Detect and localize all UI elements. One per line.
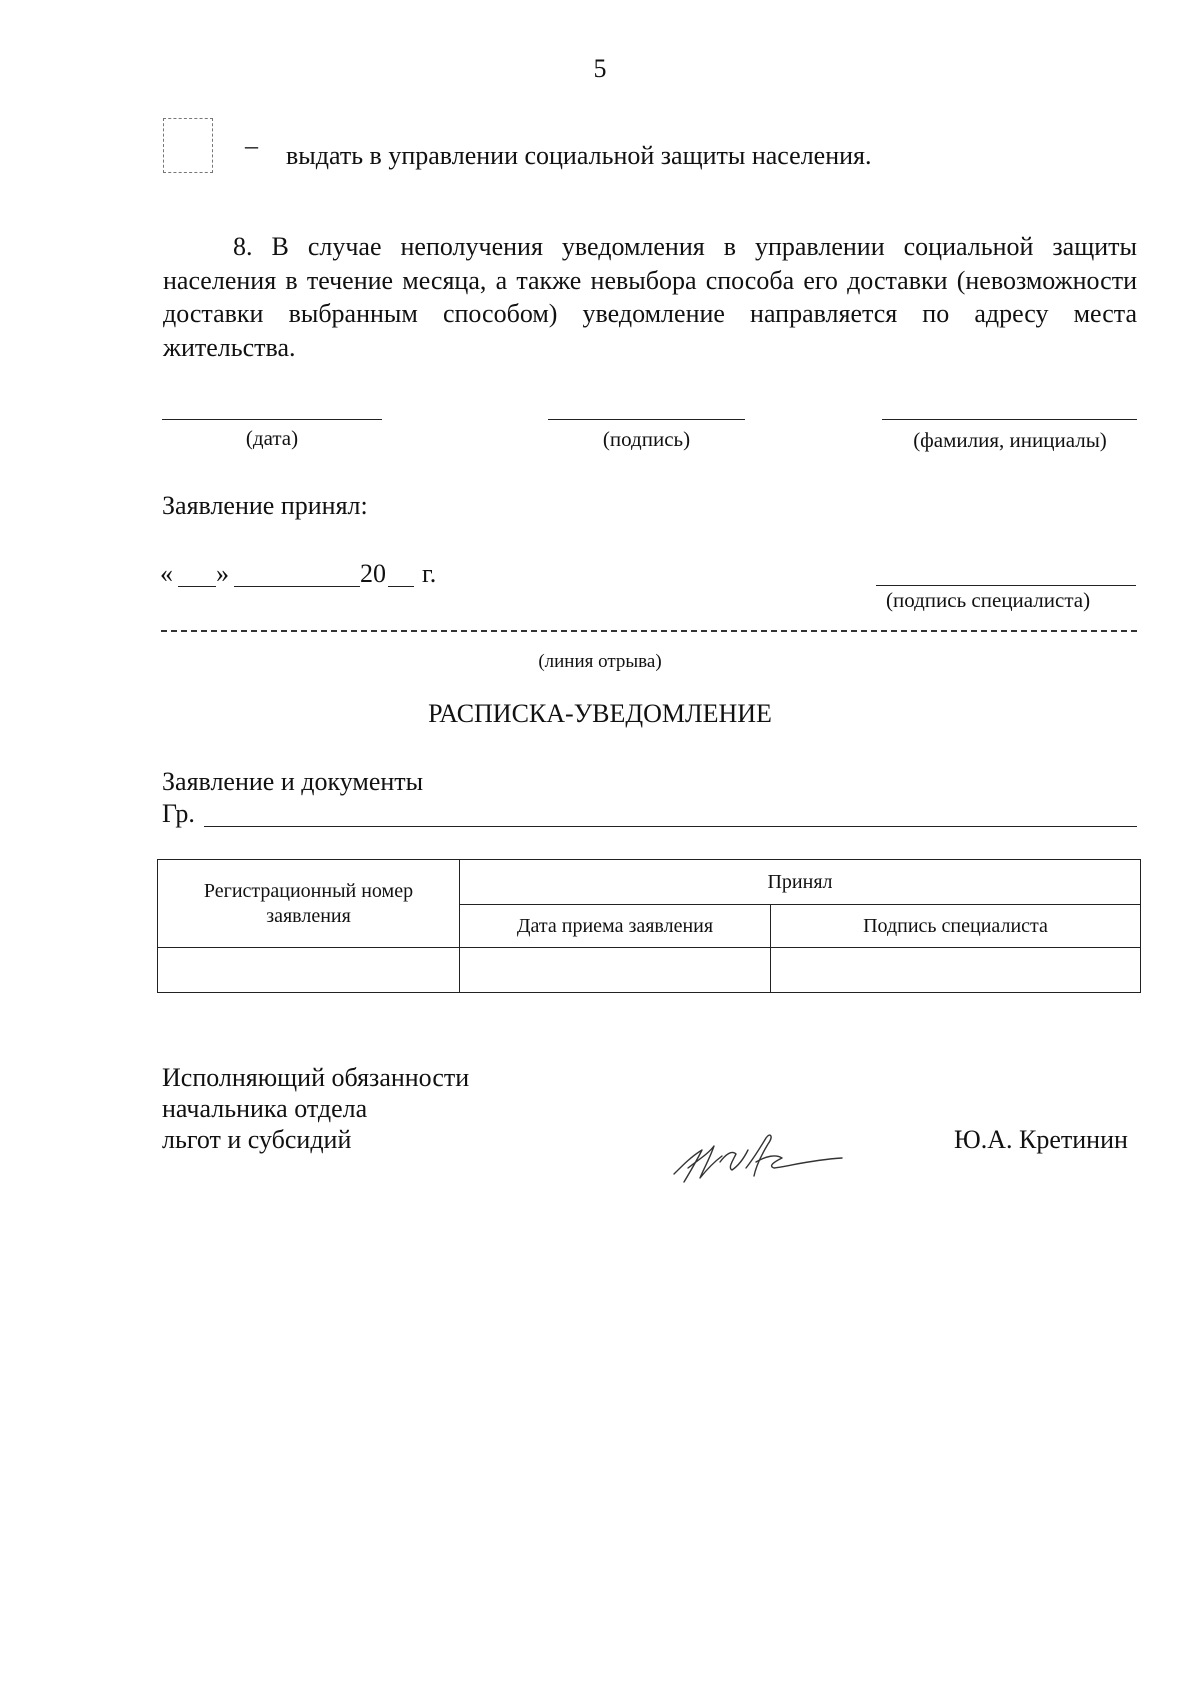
position-line2: начальника отдела — [162, 1094, 368, 1123]
specialist-label: (подпись специалиста) — [886, 588, 1091, 612]
citizen-name-line[interactable] — [204, 826, 1137, 827]
delivery-option-text: выдать в управлении социальной защиты населения. — [286, 141, 872, 170]
signature-header: Подпись специалиста — [771, 905, 1141, 948]
page-number: 5 — [593, 54, 607, 83]
year-suffix: г. — [422, 559, 437, 588]
quote-close: » — [216, 559, 229, 588]
signature-label: (подпись) — [602, 427, 691, 451]
table-row — [158, 948, 1141, 993]
delivery-checkbox[interactable] — [163, 118, 213, 173]
quote-open: « — [160, 559, 173, 588]
receipt-table — [157, 859, 1141, 993]
signature-cell[interactable] — [771, 948, 1141, 993]
tear-line — [161, 630, 1137, 632]
position-line3: льгот и субсидий — [162, 1125, 352, 1154]
position-line1: Исполняющий обязанности — [162, 1063, 470, 1092]
date-cell[interactable] — [460, 948, 771, 993]
day-line[interactable] — [178, 586, 216, 587]
name-line[interactable] — [882, 419, 1137, 420]
signature-line[interactable] — [548, 419, 745, 420]
reg-number-header: Регистрационный номер заявления — [158, 860, 460, 948]
receipt-line1: Заявление и документы — [162, 767, 424, 796]
tear-line-label: (линия отрыва) — [538, 651, 662, 672]
option-dash: – — [245, 131, 258, 160]
paragraph-8 — [163, 230, 1137, 364]
table-header-row — [158, 860, 1141, 905]
date-header: Дата приема заявления — [460, 905, 771, 948]
reg-number-cell[interactable] — [158, 948, 460, 993]
name-label: (фамилия, инициалы) — [913, 428, 1107, 452]
signatory-name: Ю.А. Кретинин — [954, 1125, 1128, 1154]
handwritten-signature — [670, 1110, 850, 1190]
year-line[interactable] — [388, 586, 414, 587]
year-prefix: 20 — [360, 559, 386, 588]
accepted-header: Принял — [460, 860, 1141, 905]
month-line[interactable] — [234, 586, 360, 587]
accepted-heading: Заявление принял: — [162, 491, 368, 520]
specialist-signature-line[interactable] — [876, 585, 1136, 586]
receipt-title: РАСПИСКА-УВЕДОМЛЕНИЕ — [428, 699, 772, 728]
citizen-prefix: Гр. — [162, 799, 195, 828]
date-label: (дата) — [245, 426, 299, 450]
date-line[interactable] — [162, 419, 382, 420]
paragraph-8-text: 8. В случае неполучения уведомления в управлении социальной защиты населения в течение месяца, а также невыбора способа его доставки (невозможности доставки выбранным способом) уведомление направляется по адресу места жительства. — [163, 232, 1137, 362]
